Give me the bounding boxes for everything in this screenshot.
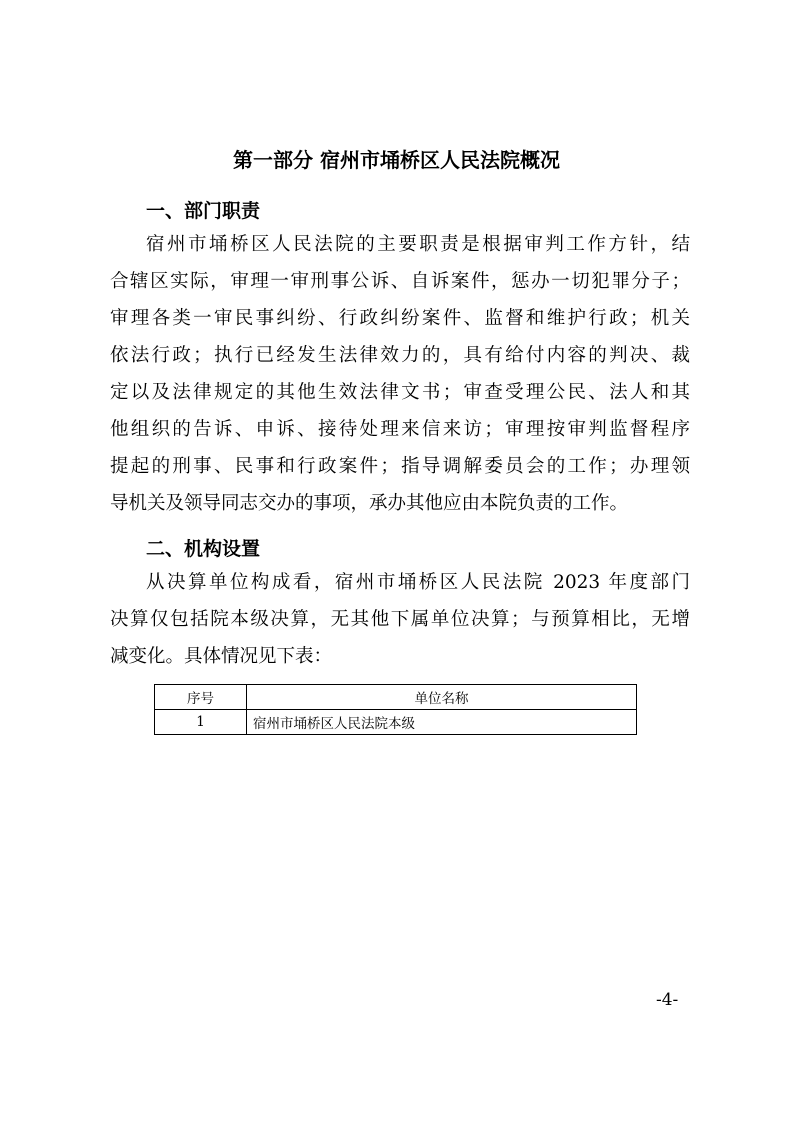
paragraph-line: 从决算单位构成看，宿州市埇桥区人民法院 2023 年度部门: [146, 572, 690, 593]
table-cell-index: 1: [155, 710, 247, 735]
table-header-row: [155, 685, 637, 710]
section-heading-department-duties: 一、部门职责: [146, 200, 261, 222]
column-header-unit-name: 单位名称: [247, 685, 637, 710]
paragraph-line: 审理各类一审民事纠纷、行政纠纷案件、监督和维护行政；机关: [110, 308, 690, 329]
table-row: [155, 710, 637, 735]
page-number: -4-: [656, 990, 679, 1010]
unit-table: [154, 684, 637, 735]
table-cell-unit-name: 宿州市埇桥区人民法院本级: [247, 710, 637, 735]
paragraph-line: 定以及法律规定的其他生效法律文书；审查受理公民、法人和其: [110, 382, 690, 403]
paragraph-line: 决算仅包括院本级决算，无其他下属单位决算；与预算相比，无增: [110, 609, 690, 630]
paragraph-line: 减变化。具体情况见下表：: [110, 646, 333, 667]
paragraph-line: 他组织的告诉、申诉、接待处理来信来访；审理按审判监督程序: [110, 419, 690, 440]
paragraph-line: 宿州市埇桥区人民法院的主要职责是根据审判工作方针，结: [146, 234, 690, 255]
paragraph-line: 提起的刑事、民事和行政案件；指导调解委员会的工作；办理领: [110, 456, 690, 477]
paragraph-line: 合辖区实际，审理一审刑事公诉、自诉案件，惩办一切犯罪分子；: [110, 271, 690, 292]
section-heading-organization: 二、机构设置: [146, 538, 261, 560]
page-title: 第一部分 宿州市埇桥区人民法院概况: [233, 148, 560, 172]
paragraph-line: 导机关及领导同志交办的事项，承办其他应由本院负责的工作。: [110, 493, 629, 514]
paragraph-line: 依法行政；执行已经发生法律效力的，具有给付内容的判决、裁: [110, 345, 690, 366]
column-header-index: 序号: [155, 685, 247, 710]
